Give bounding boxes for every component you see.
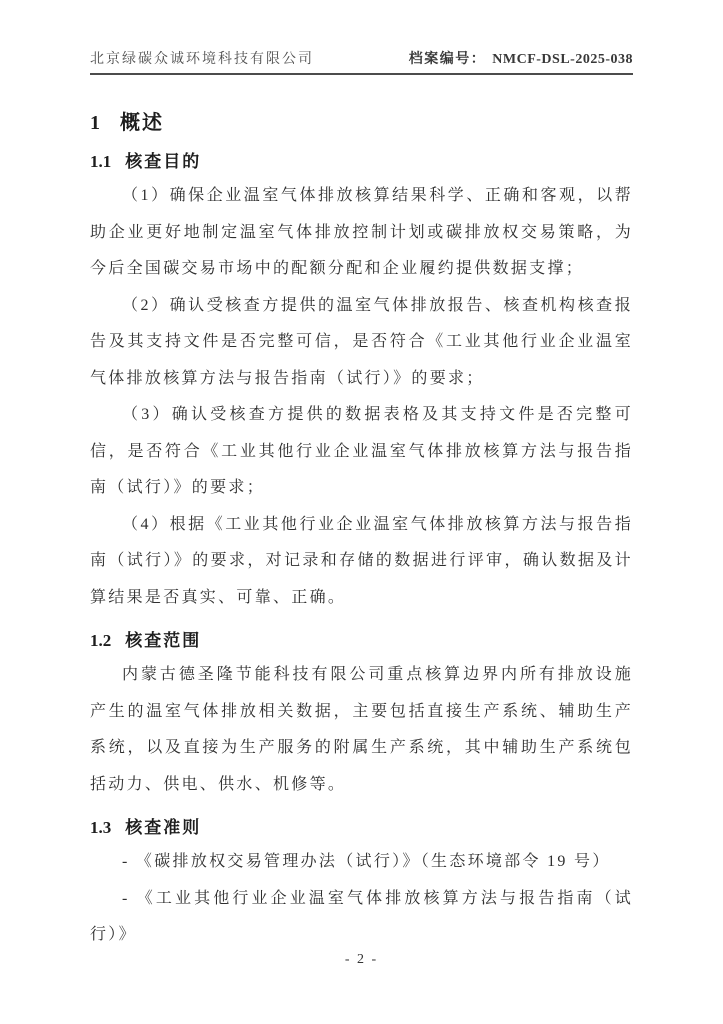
heading-purpose <box>90 150 633 173</box>
heading-criteria-title: 核查准则 <box>125 818 202 837</box>
purpose-paragraph-4: （4）根据《工业其他行业企业温室气体排放核算方法与报告指南（试行）》的要求，对记录和存储的数据进行评审，确认数据及计算结果是否真实、可靠、正确。 <box>90 515 633 606</box>
scope-paragraph: 内蒙古德圣隆节能科技有限公司重点核算边界内所有排放设施产生的温室气体排放相关数据，主要包括直接生产系统、辅助生产系统，以及直接为生产服务的附属生产系统，其中辅助生产系统包括动力、供电、供水、机修等。 <box>90 666 633 793</box>
page-header <box>90 0 633 75</box>
criteria-item-1: - 《碳排放权交易管理办法（试行）》（生态环境部令 19 号） <box>122 853 611 870</box>
heading-scope-number: 1.2 <box>90 631 112 650</box>
purpose-paragraph-3: （3）确认受核查方提供的数据表格及其支持文件是否完整可信，是否符合《工业其他行业企业温室气体排放核算方法与报告指南（试行）》的要求； <box>90 406 633 496</box>
heading-criteria <box>90 816 633 839</box>
heading-scope <box>90 629 633 652</box>
page-number: - 2 - <box>344 952 379 967</box>
file-number-label: 档案编号： <box>408 52 487 67</box>
purpose-paragraph-1: （1）确保企业温室气体排放核算结果科学、正确和客观，以帮助企业更好地制定温室气体排放控制计划或碳排放权交易策略，为今后全国碳交易市场中的配额分配和企业履约提供数据支撑； <box>90 187 633 277</box>
purpose-paragraph-2: （2）确认受核查方提供的温室气体排放报告、核查机构核查报告及其支持文件是否完整可信，是否符合《工业其他行业企业温室气体排放核算方法与报告指南（试行）》的要求； <box>90 296 633 387</box>
heading-purpose-title: 核查目的 <box>125 152 202 171</box>
heading-overview-number: 1 <box>90 112 100 134</box>
heading-scope-title: 核查范围 <box>125 631 202 650</box>
criteria-item-2: - 《工业其他行业企业温室气体排放核算方法与报告指南（试行）》 <box>90 889 633 943</box>
company-name: 北京绿碳众诚环境科技有限公司 <box>90 52 314 67</box>
file-number <box>409 48 633 68</box>
page-footer <box>0 952 723 968</box>
heading-overview-title: 概述 <box>120 112 164 134</box>
heading-criteria-number: 1.3 <box>90 818 112 837</box>
file-number-value: NMCF-DSL-2025-038 <box>492 52 633 67</box>
heading-purpose-number: 1.1 <box>90 152 112 171</box>
heading-overview <box>90 109 633 137</box>
